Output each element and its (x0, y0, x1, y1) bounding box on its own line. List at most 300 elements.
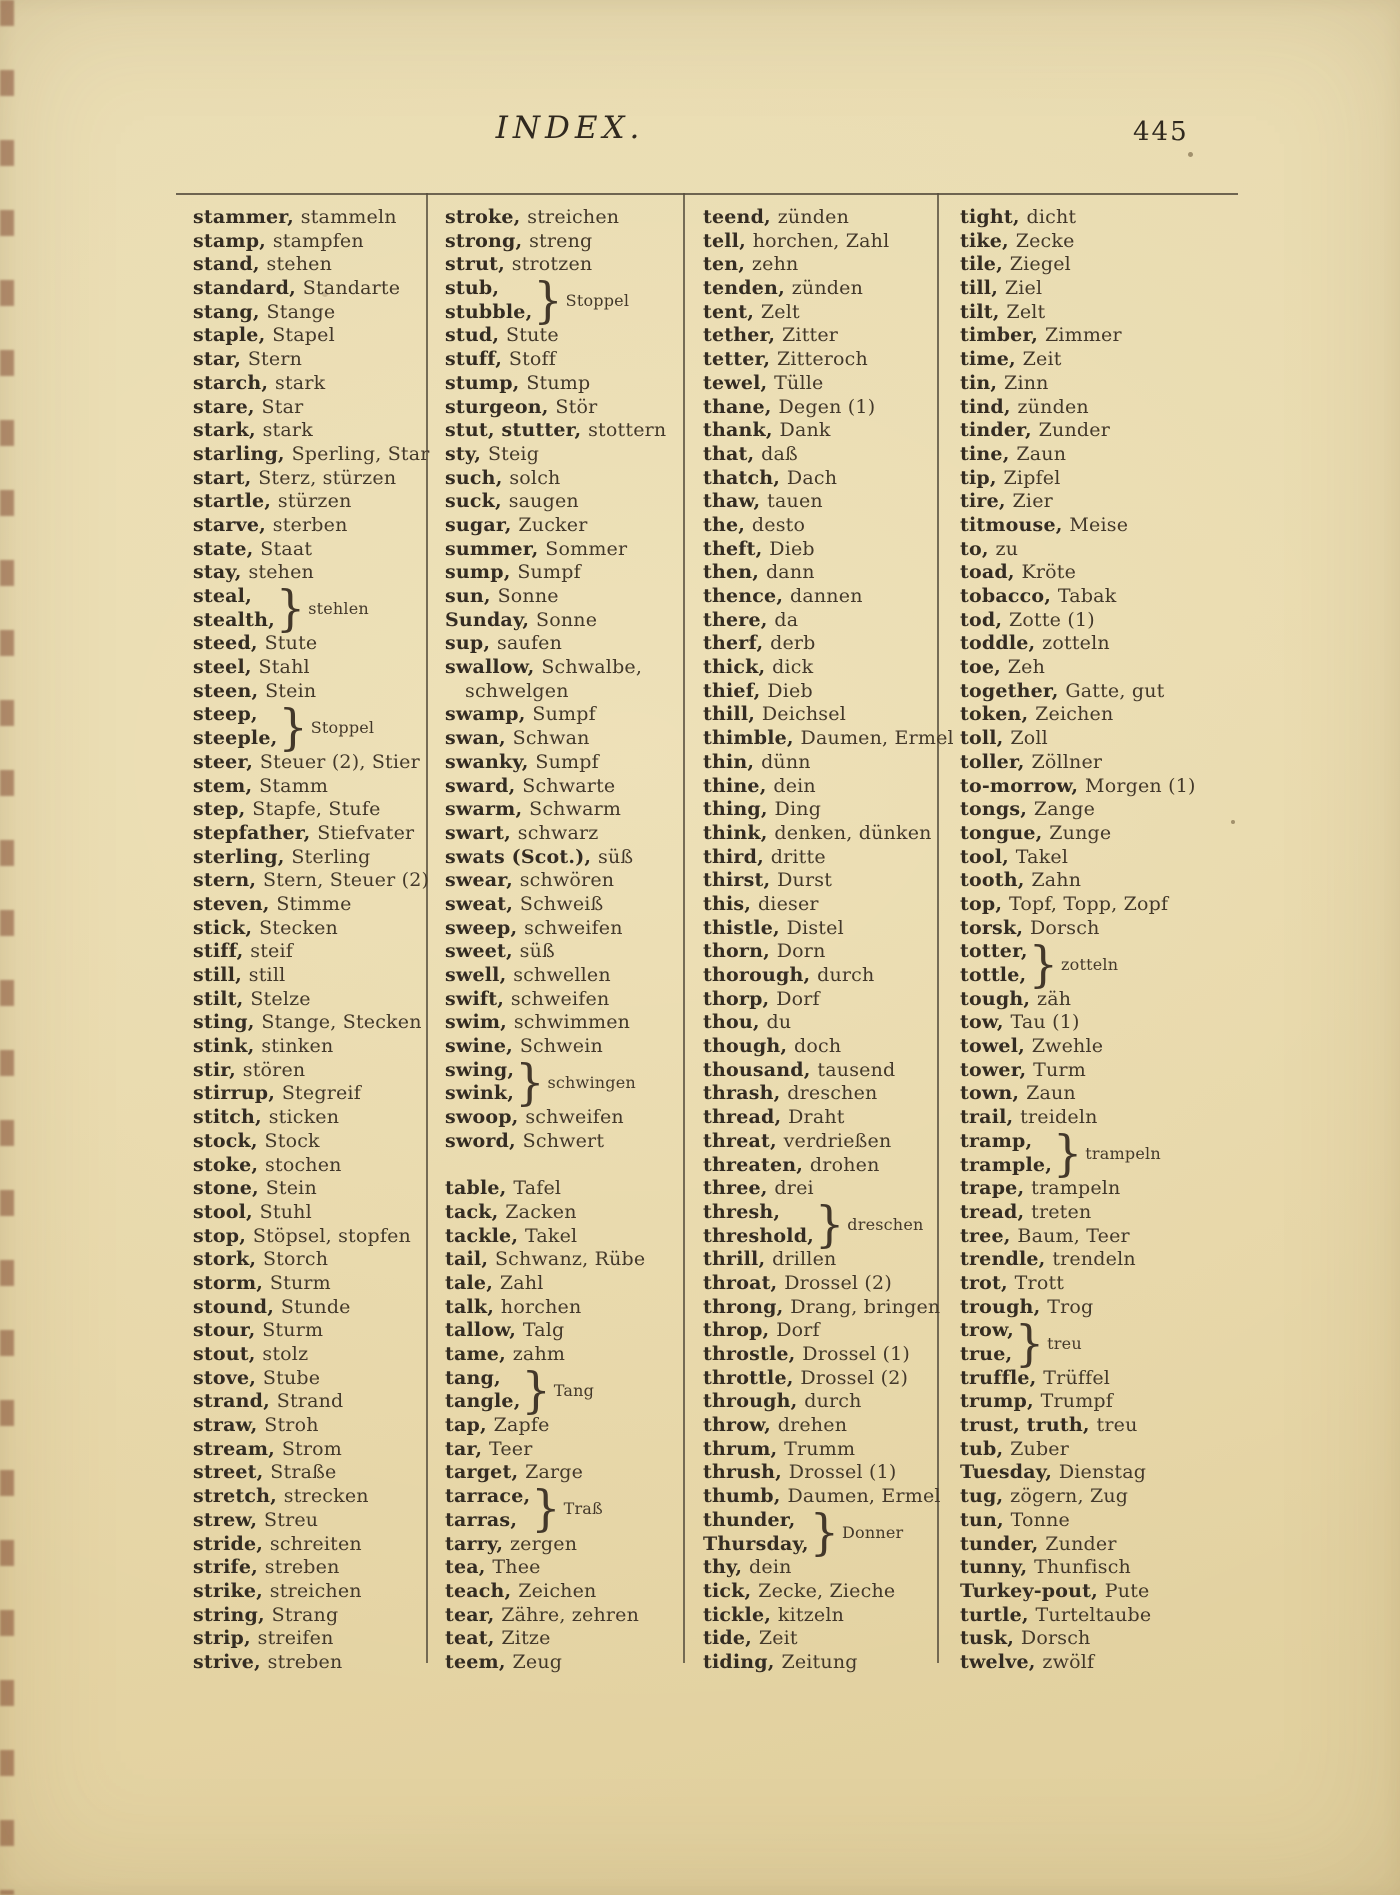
index-entry (960, 230, 1236, 254)
index-entry (193, 1343, 423, 1367)
entry-german-word: schreiten (269, 1532, 362, 1555)
entry-english-word: tind, (960, 395, 1018, 418)
entry-english-word: thill, (703, 703, 762, 726)
entry-german-word: Stunde (280, 1295, 351, 1318)
index-entry (445, 372, 680, 396)
entry-german-word: schweifen (510, 987, 610, 1010)
entry-german-word: Schwarte (522, 774, 616, 797)
entry-english-word: sweet, (445, 940, 520, 963)
entry-german-word: saufen (497, 632, 563, 655)
entry-english-word: thunder, (703, 1508, 796, 1531)
index-entry (193, 917, 423, 941)
entry-english-word: tar, (445, 1437, 489, 1460)
index-entry (960, 277, 1236, 301)
entry-german-word: Zaun (1016, 442, 1067, 465)
entry-german-word: Dienstag (1058, 1461, 1147, 1484)
index-entry (193, 751, 423, 775)
entry-english-word: tangle, (445, 1390, 521, 1413)
brace-icon: } (278, 698, 308, 755)
index-entry (445, 585, 680, 609)
index-entry (960, 585, 1236, 609)
brace-word-stack (960, 1319, 1014, 1366)
entry-german-word: zünden (777, 206, 850, 228)
index-entry (703, 585, 934, 609)
entry-german-word: Zucker (518, 513, 588, 536)
entry-german-word: Schweiß (519, 892, 604, 915)
entry-english-word: tow, (960, 1011, 1011, 1034)
entry-german-word: stören (242, 1058, 306, 1081)
entry-english-word: stuff, (445, 348, 509, 371)
entry-german-word: Zwehle (1031, 1035, 1104, 1058)
entry-english-word: tunny, (960, 1556, 1035, 1579)
index-entry (445, 206, 680, 230)
brace-icon: } (533, 271, 563, 329)
entry-german-word: Dorsch (1029, 916, 1100, 939)
entry-german-word: Zöllner (1031, 750, 1103, 773)
entry-english-word: trow, (960, 1319, 1014, 1342)
index-entry (960, 1485, 1236, 1509)
entry-german-word: Donner (842, 1523, 904, 1543)
index-entry (193, 490, 423, 514)
entry-german-word: Tang (553, 1380, 595, 1400)
entry-german-word: Talg (522, 1319, 565, 1342)
entry-german-word: verdrießen (783, 1129, 892, 1152)
index-entry (703, 846, 934, 870)
entry-german-word: Dorn (776, 940, 826, 963)
entry-english-word: thin, (703, 750, 762, 773)
index-entry (193, 419, 423, 443)
entry-german-word: Stange, Stecken (261, 1011, 422, 1034)
entry-german-word: Zitter (782, 324, 839, 347)
entry-german-word: Thunfisch (1034, 1556, 1131, 1579)
entry-german-word: Zeug (512, 1651, 563, 1673)
index-entry (960, 348, 1236, 372)
entry-english-word: therf, (703, 632, 771, 655)
index-entry (703, 277, 934, 301)
entry-english-word: till, (960, 277, 1005, 300)
entry-german-word: Tonne (1010, 1508, 1070, 1531)
index-entry (703, 1580, 934, 1604)
index-entry (703, 561, 934, 585)
entry-english-word: stitch, (193, 1106, 269, 1129)
entry-german-word: Tabak (1057, 585, 1117, 607)
brace-word-stack (445, 1485, 530, 1532)
entry-english-word: tail, (445, 1248, 495, 1271)
index-entry (703, 514, 934, 538)
index-entry (960, 1438, 1236, 1462)
index-entry (703, 538, 934, 562)
entry-english-word: summer, (445, 537, 546, 560)
entry-english-word: tick, (703, 1579, 759, 1602)
entry-english-word: sty, (445, 442, 488, 465)
entry-german-word: Zimmer (1044, 324, 1122, 347)
entry-german-word: steif (250, 940, 293, 963)
entry-german-word: tausend (817, 1058, 896, 1081)
entry-english-word: tin, (960, 371, 1005, 394)
entry-german-word: dein (749, 1556, 792, 1579)
entry-german-word: dreschen (847, 1215, 924, 1235)
entry-german-word: stehlen (308, 599, 369, 619)
entry-english-word: tongs, (960, 798, 1034, 821)
index-entry (445, 419, 680, 443)
entry-german-word: trampeln (1085, 1144, 1161, 1164)
entry-english-word: stem, (193, 774, 260, 797)
entry-german-word: Zinn (1004, 371, 1049, 394)
entry-english-word: trail, (960, 1106, 1021, 1129)
entry-german-word: schwellen (513, 964, 611, 987)
brace-icon: } (809, 1503, 839, 1561)
index-entry (445, 467, 680, 491)
entry-english-word: through, (703, 1390, 805, 1413)
index-entry (960, 538, 1236, 562)
index-entry (960, 514, 1236, 538)
entry-english-word: table, (445, 1177, 514, 1200)
entry-english-word: tallow, (445, 1319, 523, 1342)
entry-english-word: swanky, (445, 750, 536, 773)
entry-german-word: drei (774, 1177, 814, 1200)
index-entry (960, 869, 1236, 893)
index-entry (193, 1035, 423, 1059)
index-entry (445, 1225, 680, 1249)
entry-german-word: Pute (1104, 1579, 1150, 1602)
index-entry (960, 1248, 1236, 1272)
index-entry (960, 1035, 1236, 1059)
index-entry (703, 1059, 934, 1083)
entry-german-word: Daumen, Ermel (787, 1485, 941, 1508)
entry-english-word: strew, (193, 1508, 265, 1531)
index-entry (193, 846, 423, 870)
entry-german-word: zögern, Zug (1010, 1485, 1129, 1508)
index-entry (445, 1627, 680, 1651)
entry-german-word: Traß (563, 1499, 603, 1519)
entry-english-word: starve, (193, 513, 273, 536)
entry-english-word: sword, (445, 1129, 523, 1152)
entry-english-word: tun, (960, 1508, 1011, 1531)
entry-english-word: stink, (193, 1035, 262, 1058)
entry-german-word: Stute (506, 324, 559, 347)
entry-german-word: Trüffel (1043, 1366, 1111, 1389)
entry-english-word: tackle, (445, 1224, 525, 1247)
index-entry (445, 703, 680, 727)
entry-english-word: sturgeon, (445, 395, 556, 418)
index-entry (960, 1651, 1236, 1675)
entry-english-word: stark, (193, 419, 263, 442)
index-entry (960, 1272, 1236, 1296)
entry-german-word: Trog (1047, 1295, 1094, 1318)
index-entry (445, 1414, 680, 1438)
entry-english-word: tunder, (960, 1532, 1046, 1555)
index-entry (703, 230, 934, 254)
index-entry-brace (960, 1124, 1236, 1182)
index-entry (445, 632, 680, 656)
entry-english-word: stamp, (193, 229, 273, 252)
entry-english-word: sump, (445, 561, 518, 584)
entry-german-word: streng (529, 229, 593, 252)
entry-english-word: tod, (960, 608, 1009, 631)
entry-english-word: tack, (445, 1200, 506, 1223)
entry-german-word: Zarge (525, 1461, 584, 1484)
entry-german-word: Sumpf (517, 561, 581, 584)
entry-english-word: thaw, (703, 490, 768, 513)
entry-english-word: thence, (703, 585, 790, 607)
entry-german-word: Sumpf (535, 750, 599, 773)
entry-english-word: threshold, (703, 1224, 814, 1247)
index-entry (960, 1509, 1236, 1533)
entry-english-word: turtle, (960, 1603, 1036, 1626)
entry-german-word: dick (772, 656, 814, 679)
entry-english-word: stock, (193, 1129, 265, 1152)
index-entry (193, 1248, 423, 1272)
entry-english-word: tub, (960, 1437, 1011, 1460)
entry-english-word: tewel, (703, 371, 775, 394)
index-entry (703, 1130, 934, 1154)
entry-english-word: tottle, (960, 964, 1027, 986)
brace-icon: } (515, 1053, 545, 1111)
brace-word-stack (445, 1367, 521, 1414)
entry-english-word: teach, (445, 1579, 519, 1602)
brace-word-stack (960, 1130, 1052, 1177)
entry-german-word: drillen (772, 1248, 837, 1271)
entry-german-word: still (248, 964, 286, 987)
index-entry (445, 348, 680, 372)
entry-english-word: target, (445, 1461, 526, 1484)
entry-english-word: threat, (703, 1129, 784, 1152)
index-entry (193, 798, 423, 822)
brace-word-stack (703, 1201, 814, 1248)
entry-english-word: thine, (703, 774, 774, 797)
index-entry (445, 1035, 680, 1059)
index-entry (703, 1343, 934, 1367)
index-entry (703, 1604, 934, 1628)
entry-english-word: tramp, (960, 1129, 1033, 1152)
index-entry (445, 940, 680, 964)
entry-english-word: thresh, (703, 1200, 781, 1223)
entry-german-word: Stuhl (259, 1200, 312, 1223)
entry-english-word: sugar, (445, 513, 519, 536)
entry-german-word: Dieb (769, 537, 815, 560)
entry-german-word: stampfen (272, 229, 364, 252)
index-entry (193, 301, 423, 325)
index-entry (193, 1438, 423, 1462)
index-entry (703, 467, 934, 491)
index-entry (703, 727, 954, 751)
index-entry (445, 1201, 680, 1225)
index-entry (445, 1248, 680, 1272)
index-entry-brace (960, 1314, 1236, 1371)
index-entry (703, 396, 934, 420)
entry-german-word: schweifen (524, 916, 623, 939)
index-entry (960, 1604, 1236, 1628)
brace-word-stack (193, 703, 277, 750)
index-entry (445, 324, 680, 348)
entry-german-word: Morgen (1) (1085, 774, 1196, 797)
entry-german-word: stehen (248, 561, 314, 584)
entry-german-word: Zähre, zehren (501, 1603, 640, 1626)
entry-german-word: Zahn (1031, 869, 1082, 892)
index-entry (193, 1367, 423, 1391)
index-entry (960, 822, 1236, 846)
entry-english-word: swine, (445, 1035, 520, 1058)
column-divider-2 (683, 193, 685, 1663)
entry-english-word: thy, (703, 1556, 750, 1579)
index-entry (703, 1627, 934, 1651)
entry-english-word: trape, (960, 1177, 1032, 1200)
entry-english-word: third, (703, 845, 771, 868)
index-entry (703, 988, 934, 1012)
index-entry (445, 893, 680, 917)
entry-german-word: Topf, Topp, Zopf (1008, 892, 1169, 915)
index-entry (960, 467, 1236, 491)
index-entry (703, 372, 934, 396)
entry-german-word: stehen (266, 253, 333, 276)
entry-german-word: stottern (588, 419, 667, 442)
index-entry (193, 680, 423, 704)
index-entry (703, 419, 934, 443)
entry-english-word: stour, (193, 1319, 263, 1342)
entry-german-word: Dieb (767, 679, 813, 702)
index-entry (960, 988, 1236, 1012)
entry-german-word: schwelgen (465, 679, 569, 702)
index-entry (703, 1438, 934, 1462)
entry-german-word: Schwert (522, 1129, 605, 1152)
entry-german-word: schwarz (517, 821, 599, 844)
index-entry (445, 1343, 680, 1367)
entry-german-word: streben (267, 1650, 343, 1673)
index-entry (193, 988, 423, 1012)
entry-english-word: swoop, (445, 1106, 526, 1129)
entry-german-word: Stute (264, 632, 318, 655)
entry-german-word: Turm (1033, 1058, 1086, 1081)
entry-english-word: string, (193, 1603, 272, 1626)
index-entry (703, 775, 934, 799)
entry-english-word: starch, (193, 371, 276, 394)
index-entry (193, 1319, 423, 1343)
entry-german-word: zergen (509, 1532, 578, 1555)
entry-english-word: strong, (445, 229, 530, 252)
entry-english-word: thou, (703, 1011, 767, 1034)
entry-english-word: teend, (703, 206, 778, 228)
entry-english-word: strive, (193, 1650, 268, 1673)
entry-english-word: trample, (960, 1153, 1053, 1176)
index-entry (703, 798, 934, 822)
index-entry (703, 348, 934, 372)
index-entry (703, 964, 934, 988)
entry-english-word: the, (703, 513, 752, 536)
entry-english-word: tarras, (445, 1508, 518, 1531)
entry-english-word: thorn, (703, 940, 777, 963)
entry-german-word: Schwalbe, (541, 656, 643, 679)
index-entry (960, 798, 1236, 822)
entry-german-word: Tülle (774, 371, 824, 394)
entry-german-word: Drossel (2) (800, 1366, 909, 1389)
index-entry (445, 1651, 680, 1675)
index-entry (960, 1059, 1236, 1083)
entry-english-word: tip, (960, 466, 1004, 489)
entry-english-word: tusk, (960, 1627, 1021, 1650)
entry-english-word: star, (193, 348, 248, 371)
entry-german-word: Schwanz, Rübe (494, 1248, 646, 1271)
brace-icon: } (1014, 1314, 1045, 1371)
index-entry (193, 775, 423, 799)
entry-german-word: Zeichen (1035, 703, 1114, 726)
entry-english-word: thistle, (703, 916, 787, 939)
index-entry (193, 822, 423, 846)
entry-german-word: Zange (1033, 798, 1096, 821)
entry-german-word: Zeit (758, 1627, 798, 1650)
index-entry (703, 917, 934, 941)
index-entry (445, 1438, 680, 1462)
entry-german-word: Dank (779, 419, 831, 442)
index-entry-brace (193, 698, 423, 755)
entry-english-word: tenden, (703, 277, 792, 300)
index-entry (445, 1296, 680, 1320)
entry-english-word: street, (193, 1461, 271, 1484)
entry-german-word: Teer (488, 1437, 533, 1460)
entry-german-word: dein (773, 774, 816, 797)
entry-german-word: Streu (264, 1508, 319, 1531)
entry-english-word: thrash, (703, 1082, 788, 1105)
entry-german-word: Zapfe (493, 1414, 550, 1437)
entry-german-word: Stecken (259, 916, 338, 939)
entry-german-word: Dorf (776, 1319, 820, 1342)
entry-german-word: Stein (265, 1177, 317, 1200)
index-entry (193, 467, 423, 491)
entry-english-word: such, (445, 466, 510, 489)
entry-english-word: stern, (193, 869, 264, 892)
entry-german-word: desto (751, 513, 806, 536)
index-entry (193, 1272, 423, 1296)
index-entry (445, 490, 680, 514)
entry-english-word: thief, (703, 679, 768, 702)
index-entry (193, 1106, 423, 1130)
entry-german-word: Drossel (1) (802, 1343, 911, 1366)
entry-english-word: titmouse, (960, 513, 1070, 536)
entry-english-word: toll, (960, 727, 1011, 750)
entry-german-word: Kröte (1021, 561, 1077, 584)
entry-english-word: throttle, (703, 1366, 801, 1389)
index-entry (960, 917, 1236, 941)
entry-german-word: dieser (757, 892, 819, 915)
entry-english-word: trendle, (960, 1248, 1053, 1271)
entry-german-word: Zecke, Zieche (758, 1579, 896, 1602)
entry-english-word: stilt, (193, 987, 251, 1010)
entry-english-word: stare, (193, 395, 262, 418)
index-entry (960, 561, 1236, 585)
entry-german-word: Stoff (508, 348, 557, 371)
index-entry (445, 1272, 680, 1296)
index-entry (960, 372, 1236, 396)
entry-english-word: sward, (445, 774, 523, 797)
index-entry (960, 1461, 1236, 1485)
entry-english-word: stay, (193, 561, 249, 584)
entry-english-word: tower, (960, 1058, 1034, 1081)
entry-german-word: Drossel (2) (784, 1271, 892, 1294)
index-entry (445, 1130, 680, 1154)
entry-english-word: stout, (193, 1343, 263, 1366)
entry-german-word: Steuer (2), Stier (259, 750, 420, 773)
entry-german-word: Stör (555, 395, 598, 418)
index-entry (960, 301, 1236, 325)
entry-german-word: stammeln (300, 206, 397, 228)
entry-english-word: stud, (445, 324, 507, 347)
entry-german-word: Zotte (1) (1008, 608, 1095, 631)
entry-english-word: tetter, (703, 348, 777, 371)
entry-english-word: swim, (445, 1011, 514, 1034)
index-entry (193, 656, 423, 680)
index-entry-brace (445, 1053, 680, 1111)
index-entry (703, 1154, 934, 1178)
index-entry (960, 419, 1236, 443)
